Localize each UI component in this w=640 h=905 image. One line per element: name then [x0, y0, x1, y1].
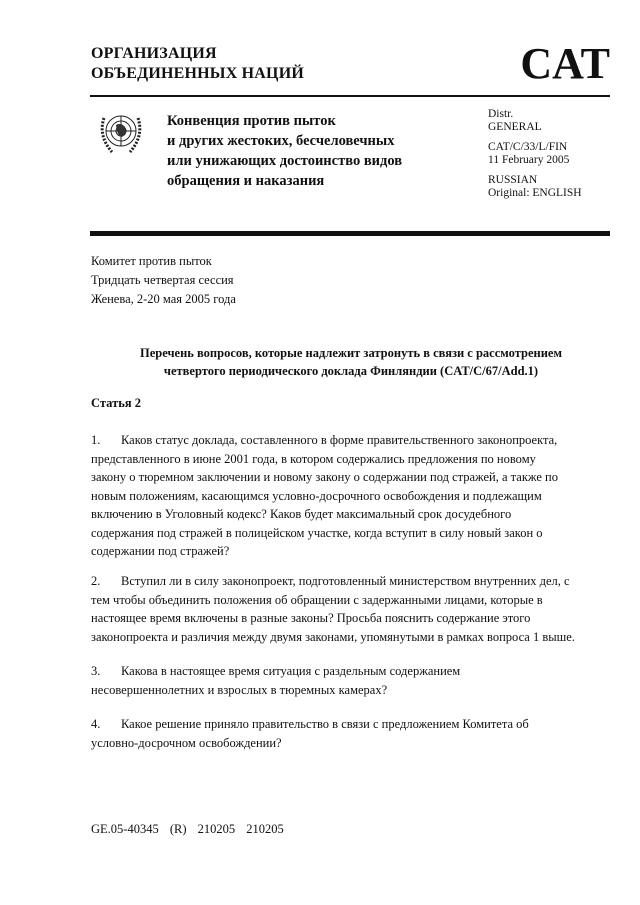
organization-name — [91, 44, 304, 84]
divider-thick — [90, 231, 610, 236]
question-2 — [91, 572, 611, 646]
question-line: включению в Уголовный кодекс? Каков будет максимальный срок досудебного — [91, 507, 512, 521]
question-line: новым положениям, касающимся условно-досрочного освобождения и подлежащим — [91, 488, 542, 503]
committee-line: Женева, 2-20 мая 2005 года — [91, 292, 236, 306]
question-1 — [91, 431, 611, 561]
title-line: Перечень вопросов, которые надлежит затронуть в связи с рассмотрением — [140, 346, 562, 360]
question-number: 2. — [91, 574, 101, 588]
un-emblem-icon — [94, 106, 148, 160]
question-number: 4. — [91, 717, 101, 731]
committee-line: Тридцать четвертая сессия — [91, 273, 234, 287]
question-line: представленного в июне 2001 года, в котором содержались предложения по новому — [91, 451, 536, 466]
question-3 — [91, 662, 611, 699]
document-metadata — [488, 108, 582, 200]
convention-title — [167, 111, 402, 191]
doc-date: 11 February 2005 — [488, 154, 570, 166]
question-line: Какое решение приняло правительство в связи с предложением Комитета об — [121, 717, 529, 731]
org-line: ОБЪЕДИНЕННЫХ НАЦИЙ — [91, 65, 304, 82]
title-line: четвертого периодического доклада Финляндии (CAT/C/67/Add.1) — [163, 364, 539, 378]
convention-line: или унижающих достоинство видов — [167, 153, 403, 169]
question-line: условно-досрочном освобождении? — [91, 735, 282, 750]
org-line: ОРГАНИЗАЦИЯ — [91, 45, 217, 62]
language: RUSSIAN — [488, 174, 538, 186]
question-line: содержании под стражей? — [91, 544, 230, 558]
divider — [90, 95, 610, 97]
distr-value: GENERAL — [488, 121, 542, 133]
question-number: 1. — [91, 433, 101, 447]
question-line: Каков статус доклада, составленного в форме правительственного законопроекта, — [121, 433, 558, 447]
committee-info — [91, 252, 236, 309]
question-line: Какова в настоящее время ситуация с раздельным содержанием — [121, 664, 461, 678]
question-line: Вступил ли в силу законопроект, подготовленный министерством внутренних дел, с — [121, 574, 570, 588]
question-line: содержания под стражей в полицейском участке, когда вступит в силу новый закон о — [91, 525, 543, 540]
committee-line: Комитет против пыток — [91, 254, 212, 268]
article-heading: Статья 2 — [91, 396, 141, 410]
question-line: законопроекта и различия между двумя законами, упомянутыми в рамках вопроса 1 выше. — [91, 629, 575, 644]
convention-line: и других жестоких, бесчеловечных — [167, 133, 395, 149]
original-language: Original: ENGLISH — [488, 187, 582, 199]
distr-label: Distr. — [488, 108, 514, 120]
job-number-footer: GE.05-40345 (R) 210205 210205 — [91, 822, 284, 836]
question-line: несовершеннолетних и взрослых в тюремных камерах? — [91, 682, 388, 697]
question-line: настоящее время включены в разные законы? Просьба пояснить содержание этого — [91, 611, 531, 625]
question-number: 3. — [91, 664, 101, 678]
doc-symbol: CAT/C/33/L/FIN — [488, 141, 568, 153]
question-4 — [91, 715, 611, 752]
document-symbol-large: CAT — [520, 39, 610, 88]
question-line: закону о тюремном заключении и новому закону о содержании под стражей, а также по — [91, 470, 558, 484]
question-line: тем чтобы объединить положения об обращении с задержанными лицами, которые в — [91, 592, 543, 607]
document-title — [91, 344, 611, 380]
convention-line: Конвенция против пыток — [167, 113, 336, 129]
convention-line: обращения и наказания — [167, 173, 325, 189]
